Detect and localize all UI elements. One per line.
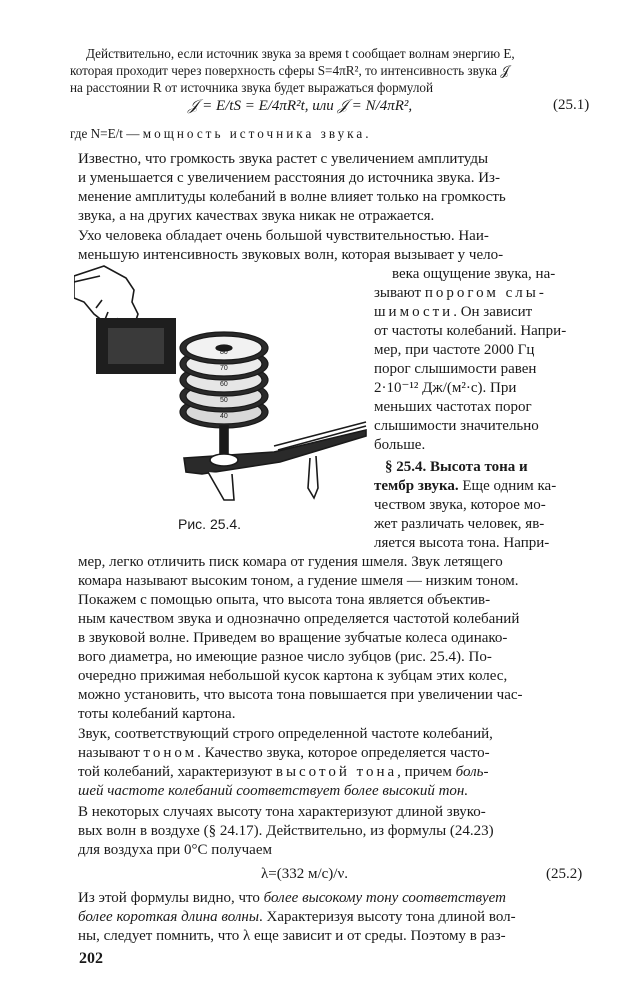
- pitch-line-1: мер, легко отличить писк комара от гудения шмеля. Звук летящего: [78, 554, 503, 570]
- tone-line-2c: . Качество звука, которое определяется часто-: [197, 745, 490, 761]
- wheel-label-50: 50: [220, 397, 228, 404]
- tone-line-1: Звук, соответствующий строго определенной частоте колебаний,: [78, 726, 493, 742]
- tone-line-3c: , причем: [397, 764, 456, 780]
- pitch-line-6: вого диаметра, но имеющие разное число зубцов (рис. 25.4). По-: [78, 649, 492, 665]
- wheel-label-60: 60: [220, 381, 228, 388]
- tone-line-3d: боль-: [455, 764, 489, 780]
- pitch-line-3: Покажем с помощью опыта, что высота тона является объектив-: [78, 592, 491, 608]
- final-line-3: ны, следует помнить, что λ еще зависит и от среды. Поэтому в раз-: [78, 928, 506, 944]
- ear-right-2: [374, 284, 547, 303]
- intro-line-1: Действительно, если источник звука за время t сообщает волнам энергию E,: [86, 46, 515, 61]
- section-heading-line-2: тембр звука.: [374, 478, 459, 494]
- ear-right-1: века ощущение звука, на-: [392, 266, 556, 282]
- wheel-label-70: 70: [220, 365, 228, 372]
- ear-line-1: Ухо человека обладает очень большой чувствительностью. Наи-: [78, 228, 489, 244]
- toothed-wheels-figure: [74, 262, 370, 512]
- final-line-1: [78, 889, 506, 908]
- ear-right-3: [374, 303, 532, 322]
- ear-right-2b: порогом слы-: [424, 285, 547, 301]
- loudness-line-3: менение амплитуды колебаний в волне влияет только на громкость: [78, 189, 506, 205]
- wave-line-2: вых волн в воздухе (§ 24.17). Действительно, из формулы (24.23): [78, 823, 494, 839]
- section-right-4: ляется высота тона. Напри-: [374, 535, 550, 551]
- ear-right-5: мер, при частоте 2000 Гц: [374, 342, 535, 358]
- loudness-line-2: и уменьшается с увеличением расстояния до источника звука. Из-: [78, 170, 500, 186]
- section-right-1: [374, 477, 556, 496]
- intro-line-2: которая проходит через поверхность сферы S=4πR², то интенсивность звука 𝒥: [70, 63, 510, 78]
- tone-line-3a: той колебаний, характеризуют: [78, 764, 276, 780]
- where-spaced: мощность источника звука.: [142, 126, 372, 141]
- pitch-term: высотой тона: [275, 764, 398, 780]
- formula-25-2: λ=(332 м/с)/ν.: [261, 866, 348, 882]
- wave-line-3: для воздуха при 0°С получаем: [78, 842, 272, 858]
- ear-right-7: 2·10⁻¹² Дж/(м²·с). При: [374, 380, 517, 396]
- wheel-label-40: 40: [220, 413, 228, 420]
- section-right-3: жет различать человек, яв-: [374, 516, 545, 532]
- pitch-line-7: очередно прижимая небольшой кусок картона к зубцам этих колес,: [78, 668, 508, 684]
- cardboard-piece: [96, 318, 176, 374]
- figure-caption: Рис. 25.4.: [178, 516, 242, 532]
- tone-line-3: [78, 763, 489, 782]
- intro-line-3: на расстоянии R от источника звука будет выражаться формулой: [70, 80, 434, 95]
- ear-right-9: слышимости значительно: [374, 418, 539, 434]
- final-line-2b: . Характеризуя высоту тона длиной вол-: [259, 909, 516, 925]
- ear-right-10: больше.: [374, 437, 426, 453]
- ear-right-3b: . Он зависит: [453, 304, 533, 320]
- ear-line-2: меньшую интенсивность звуковых волн, которая вызывает у чело-: [78, 247, 504, 263]
- formula-25-1: 𝒥 = E/tS = E/4πR²t, или 𝒥 = N/4πR²,: [188, 98, 413, 114]
- where-prefix: где N=E/t —: [70, 126, 143, 141]
- tone-line-2: [78, 744, 490, 763]
- section-heading-line-1: § 25.4. Высота тона и: [385, 459, 528, 475]
- wave-line-1: В некоторых случаях высоту тона характеризуют длиной звуко-: [78, 804, 486, 820]
- tone-line-4: шей частоте колебаний соответствует более высокий тон.: [78, 783, 469, 799]
- pitch-line-2: комара называют высоким тоном, а гудение шмеля — низким тоном.: [78, 573, 519, 589]
- ear-right-2a: зывают: [374, 285, 422, 301]
- where-line: [70, 124, 372, 143]
- tone-line-2a: называют: [78, 745, 144, 761]
- ear-right-8: меньших частотах порог: [374, 399, 532, 415]
- pitch-line-4: ным качеством звука и однозначно определяется частотой колебаний: [78, 611, 520, 627]
- pitch-line-5: в звуковой волне. Приведем во вращение зубчатые колеса одинако-: [78, 630, 508, 646]
- formula-25-2-number: (25.2): [546, 866, 583, 882]
- page-number: 202: [79, 950, 103, 967]
- ear-right-3a: шимости: [374, 304, 454, 320]
- axle-and-stand: [184, 422, 366, 500]
- wheel-label-80: 80: [220, 349, 228, 356]
- ear-right-6: порог слышимости равен: [374, 361, 537, 377]
- formula-25-1-number: (25.1): [553, 97, 590, 113]
- loudness-line-1: Известно, что громкость звука растет с увеличением амплитуды: [78, 151, 489, 167]
- pitch-line-8: можно установить, что высота тона повышается при увеличении час-: [78, 687, 523, 703]
- pitch-line-9: тоты колебаний картона.: [78, 706, 236, 722]
- section-right-1-text: Еще одним ка-: [458, 478, 557, 494]
- section-right-2: чеством звука, которое мо-: [374, 497, 546, 513]
- final-line-2: [78, 908, 516, 927]
- loudness-line-4: звука, а на других качествах звука никак не отражается.: [78, 208, 435, 224]
- final-line-2a: более короткая длина волны: [78, 909, 259, 925]
- tone-term: тоном: [143, 745, 198, 761]
- final-line-1b: более высокому тону соответствует: [263, 890, 506, 906]
- ear-right-4: от частоты колебаний. Напри-: [374, 323, 567, 339]
- final-line-1a: Из этой формулы видно, что: [78, 890, 264, 906]
